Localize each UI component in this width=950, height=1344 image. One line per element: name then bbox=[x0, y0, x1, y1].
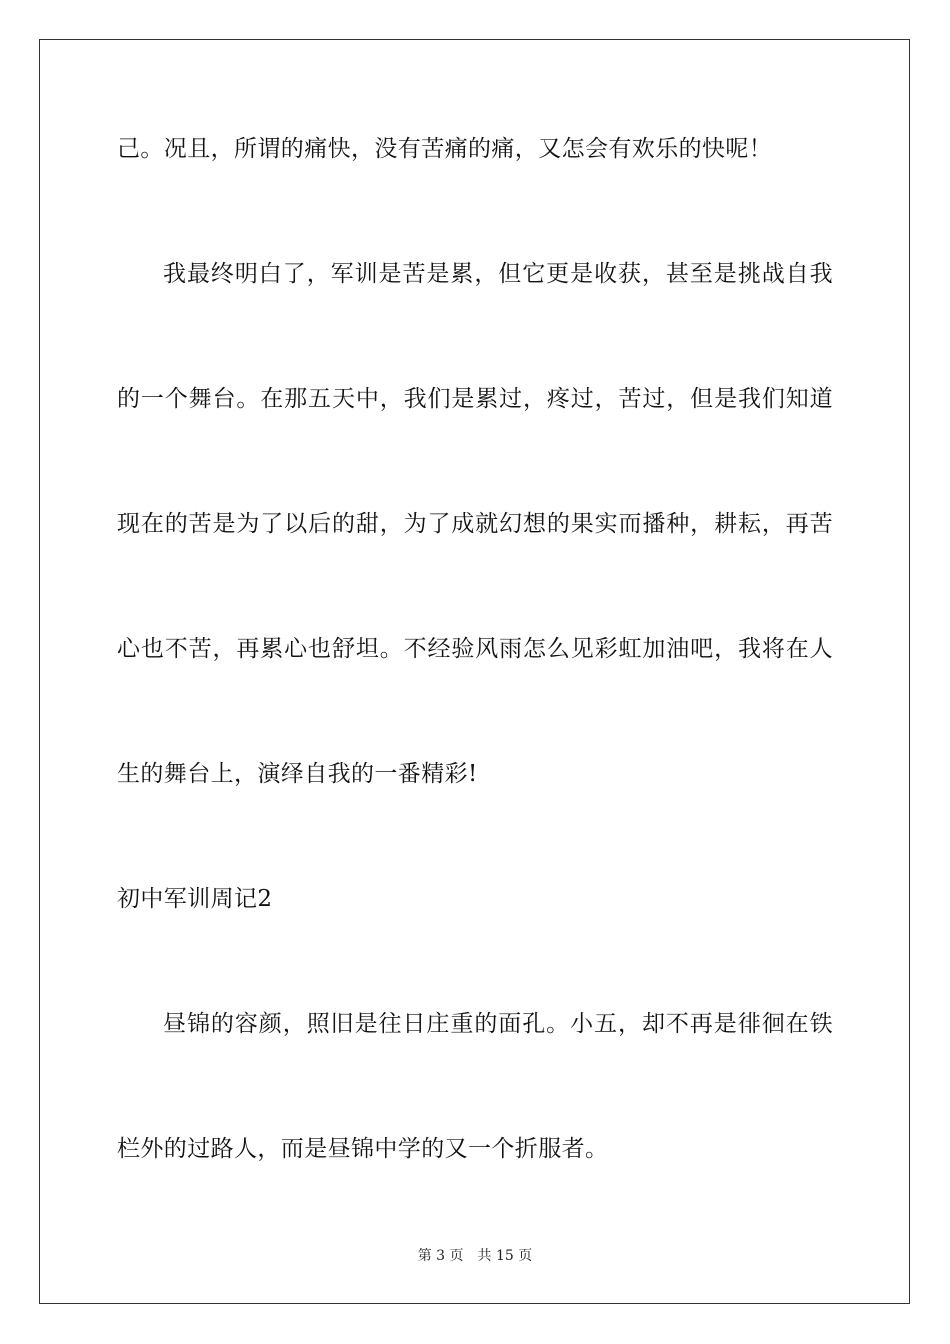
page-border bbox=[39, 39, 910, 1304]
paragraph-line: 我最终明白了，军训是苦是累，但它更是收获，甚至是挑战自我 bbox=[163, 261, 833, 287]
paragraph-line: 现在的苦是为了以后的甜，为了成就幻想的果实而播种，耕耘，再苦 bbox=[117, 511, 833, 537]
paragraph-line: 生的舞台上，演绎自我的一番精彩! bbox=[117, 761, 478, 787]
paragraph-line: 心也不苦，再累心也舒坦。不经验风雨怎么见彩虹加油吧，我将在人 bbox=[117, 636, 833, 662]
page-number: 第 3 页 bbox=[417, 1248, 464, 1264]
section-heading: 初中军训周记2 bbox=[117, 886, 273, 912]
paragraph-line: 昼锦的容颜，照旧是往日庄重的面孔。小五，却不再是徘徊在铁 bbox=[163, 1011, 833, 1037]
paragraph-line: 栏外的过路人，而是昼锦中学的又一个折服者。 bbox=[117, 1136, 609, 1162]
page-footer bbox=[0, 1247, 950, 1265]
paragraph-line: 的一个舞台。在那五天中，我们是累过，疼过，苦过，但是我们知道 bbox=[117, 386, 833, 412]
page-total: 共 15 页 bbox=[477, 1248, 533, 1264]
paragraph-line: 己。况且，所谓的痛快，没有苦痛的痛，又怎会有欢乐的快呢！ bbox=[117, 136, 773, 162]
